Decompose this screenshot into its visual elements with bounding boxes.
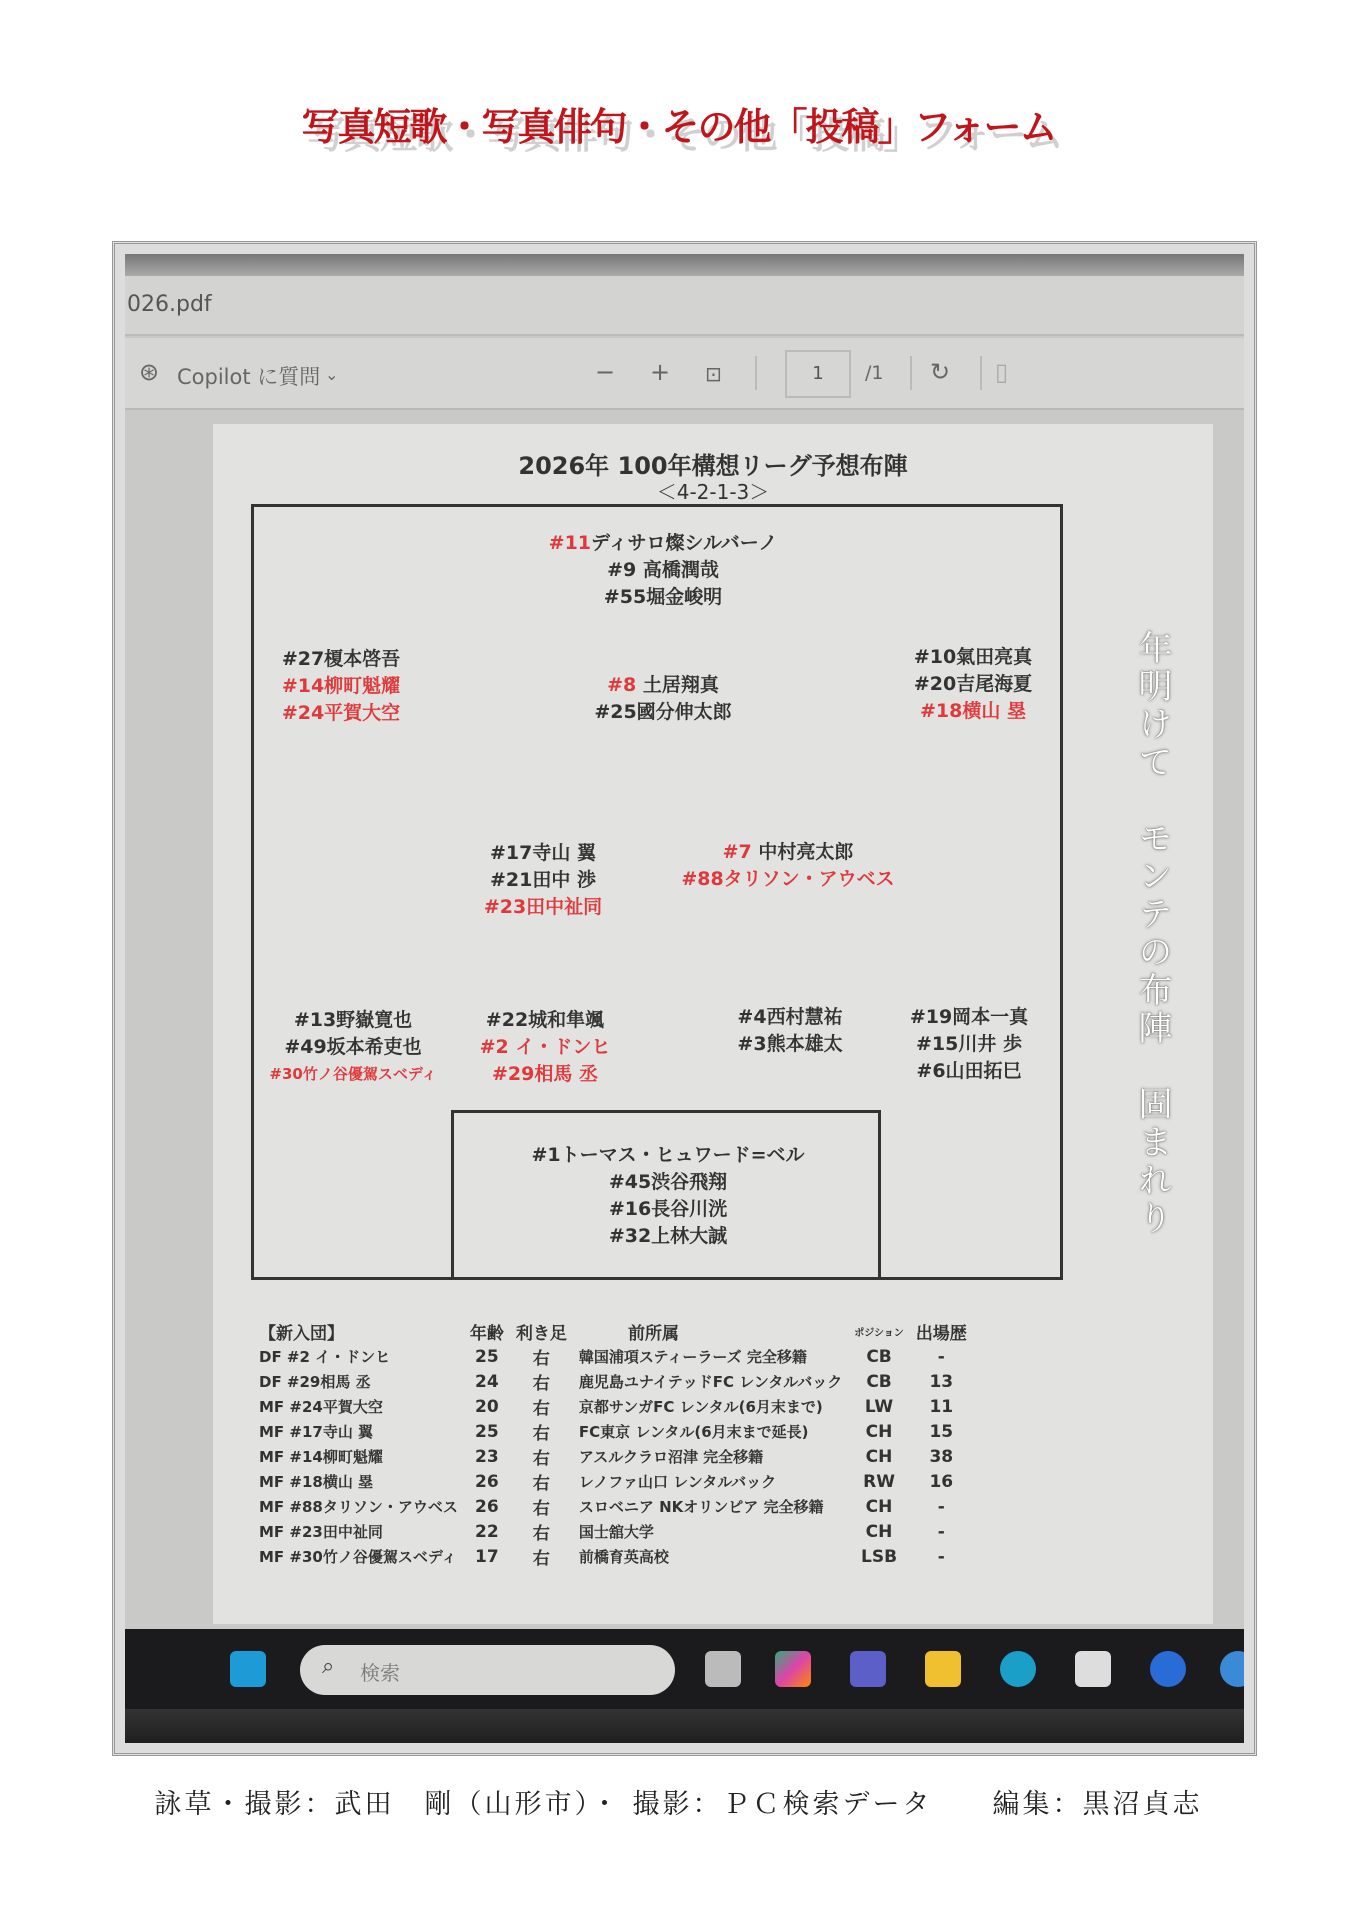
table-row [253, 1394, 973, 1419]
player-text: #49坂本希吏也 [284, 1036, 422, 1058]
table-cell: 鹿児島ユナイテッドFC レンタルバック [578, 1373, 843, 1391]
table-cell: CH [865, 1421, 893, 1442]
table-cell: DF #29相馬 丞 [259, 1373, 371, 1391]
column-header: ポジション [854, 1328, 904, 1339]
player-text: ディサロ燦シルバーノ [591, 532, 778, 554]
table-cell: 25 [475, 1346, 499, 1367]
screen-photo [125, 254, 1244, 1743]
form-title: 写真短歌・写真俳句・その他「投稿」フォーム [301, 105, 1056, 149]
table-cell: LW [864, 1396, 894, 1417]
player-text: #15川井 歩 [916, 1033, 1022, 1055]
table-cell: MF #30竹ノ谷優駕スベディ [259, 1548, 457, 1566]
player-entry [914, 644, 1032, 671]
table-cell: 右 [532, 1349, 550, 1369]
table-cell: 24 [475, 1371, 499, 1392]
formation-label: ＜4-2-1-3＞ [656, 480, 770, 504]
player-text: #88タリソン・アウベス [681, 868, 895, 890]
table-cell: 右 [532, 1524, 550, 1544]
position-group-cm-left [484, 840, 602, 921]
player-text: #6山田拓巳 [916, 1060, 1022, 1082]
column-header: 【新入団】 [259, 1324, 344, 1344]
table-row [253, 1544, 973, 1569]
player-entry [282, 700, 400, 727]
player-text: #17寺山 翼 [490, 842, 596, 864]
edge-icon[interactable] [1000, 1651, 1036, 1687]
table-cell: 右 [532, 1374, 550, 1394]
table-cell: MF #17寺山 翼 [259, 1423, 374, 1441]
player-entry [484, 840, 602, 867]
table-cell: CB [866, 1346, 892, 1367]
player-entry [269, 1061, 436, 1088]
player-entry [594, 699, 731, 726]
position-group-lw [282, 646, 400, 727]
table-cell: DF #2 イ・ドンヒ [259, 1348, 391, 1366]
table-cell: 23 [475, 1446, 499, 1467]
window-edge [125, 254, 1244, 276]
player-text: #24平賀大空 [281, 702, 401, 724]
table-cell: 13 [929, 1371, 954, 1392]
page-total: /1 [865, 362, 884, 384]
photo-frame [112, 241, 1257, 1756]
player-text: #29相馬 丞 [492, 1063, 598, 1085]
player-entry [480, 1061, 611, 1088]
player-text: 中村亮太郎 [751, 841, 854, 863]
player-entry [531, 1196, 804, 1223]
table-cell: 17 [475, 1546, 499, 1567]
column-header: 年齢 [469, 1324, 504, 1344]
table-row [253, 1369, 973, 1394]
player-text: #7 [722, 841, 752, 863]
player-text: #2 イ・ドンヒ [479, 1036, 611, 1058]
chevron-down-icon[interactable]: ⌄ [325, 365, 339, 384]
table-cell: 前橋育英高校 [578, 1548, 669, 1566]
table-cell: 韓国浦項スティーラーズ 完全移籍 [578, 1348, 807, 1366]
player-entry [282, 646, 400, 673]
table-cell: - [937, 1521, 945, 1542]
player-entry [681, 866, 894, 893]
player-entry [282, 673, 400, 700]
table-cell: 右 [532, 1449, 550, 1469]
player-text: #18横山 塁 [920, 700, 1026, 722]
player-text: #9 高橋潤哉 [607, 559, 719, 581]
monitor-bezel [125, 1709, 1244, 1743]
app-icon[interactable] [1220, 1651, 1244, 1687]
zoom-in-icon[interactable]: + [650, 358, 671, 386]
table-cell: 右 [532, 1399, 550, 1419]
page-view-icon[interactable]: ▯ [995, 358, 1009, 386]
player-entry [549, 530, 778, 557]
table-cell: 38 [929, 1446, 954, 1467]
zoom-out-icon[interactable]: − [595, 358, 616, 386]
position-group-cm-right [681, 839, 894, 893]
player-entry [531, 1142, 804, 1169]
player-entry [910, 1004, 1028, 1031]
table-cell: CH [865, 1496, 893, 1517]
table-cell: 右 [532, 1474, 550, 1494]
position-group-rb [910, 1004, 1028, 1085]
table-cell: RW [863, 1471, 895, 1492]
table-cell: MF #23田中祉同 [259, 1523, 383, 1541]
poem-text: 年明けて モンテの布陣 固まれり [1132, 630, 1172, 1238]
table-cell: FC東京 レンタル(6月末まで延長) [578, 1423, 809, 1441]
table-cell: LSB [861, 1546, 898, 1567]
player-text: #4西村慧祐 [737, 1006, 843, 1028]
player-entry [737, 1004, 842, 1031]
player-text: #45渋谷飛翔 [608, 1171, 728, 1193]
hp-icon[interactable] [1150, 1651, 1186, 1687]
column-header: 利き足 [515, 1324, 567, 1344]
player-text: #3熊本雄太 [737, 1033, 843, 1055]
player-text: #20吉尾海夏 [913, 673, 1033, 695]
player-entry [737, 1031, 842, 1058]
table-row [253, 1494, 973, 1519]
player-entry [480, 1034, 611, 1061]
player-text: #13野嶽寛也 [293, 1009, 413, 1031]
search-icon: ⌕ [322, 1654, 335, 1679]
position-group-gk [531, 1142, 804, 1250]
table-cell: 26 [475, 1496, 499, 1517]
position-group-lb [269, 1007, 436, 1088]
player-entry [681, 839, 894, 866]
table-cell: 国士舘大学 [578, 1523, 654, 1541]
player-entry [549, 584, 778, 611]
player-text: #27榎本啓吾 [281, 648, 401, 670]
player-entry [480, 1007, 611, 1034]
table-cell: 右 [532, 1549, 550, 1569]
table-cell: 20 [475, 1396, 499, 1417]
position-group-rw [914, 644, 1032, 725]
table-cell: アスルクラロ沼津 完全移籍 [578, 1448, 764, 1466]
table-cell: 25 [475, 1421, 499, 1442]
player-entry [914, 671, 1032, 698]
file-explorer-icon[interactable] [925, 1651, 961, 1687]
player-text: #8 [607, 674, 637, 696]
table-cell: 右 [532, 1499, 550, 1519]
table-cell: - [937, 1546, 945, 1567]
table-cell: MF #88タリソン・アウベス [259, 1498, 458, 1516]
task-view-icon[interactable] [705, 1651, 741, 1687]
player-entry [914, 698, 1032, 725]
player-text: #1トーマス・ヒュワード=ベル [531, 1144, 805, 1166]
table-cell: - [937, 1346, 945, 1367]
table-cell: 15 [929, 1421, 954, 1442]
player-entry [269, 1034, 436, 1061]
copilot-app-icon[interactable] [775, 1651, 811, 1687]
player-entry [910, 1031, 1028, 1058]
column-header: 出場歴 [915, 1324, 967, 1344]
player-entry [484, 867, 602, 894]
doc-title: 2026年 100年構想リーグ予想布陣 [518, 452, 908, 480]
table-cell: スロベニア NKオリンピア 完全移籍 [578, 1498, 824, 1516]
player-text: #55堀金峻明 [603, 586, 723, 608]
copilot-button[interactable]: Copilot に質問 [177, 365, 321, 389]
table-row [253, 1344, 973, 1369]
player-entry [910, 1058, 1028, 1085]
player-text: #23田中祉同 [483, 896, 603, 918]
table-cell: MF #14柳町魁耀 [259, 1448, 383, 1466]
player-text: #11 [548, 532, 592, 554]
credit-line: 詠草・撮影：武田 剛（山形市）・ 撮影：ＰＣ検索データ 編集：黒沼貞志 [154, 1789, 1203, 1820]
search-placeholder: 検索 [360, 1661, 400, 1685]
position-group-fw [549, 530, 778, 611]
player-text: #30竹ノ谷優駕スベディ [269, 1065, 437, 1083]
table-cell: CH [865, 1521, 893, 1542]
taskbar [125, 1629, 1244, 1709]
teams-icon[interactable] [850, 1651, 886, 1687]
table-cell: 22 [475, 1521, 499, 1542]
table-cell: CB [866, 1371, 892, 1392]
player-text: 土居翔真 [636, 674, 719, 696]
table-cell: MF #18横山 塁 [259, 1473, 374, 1491]
table-cell: 16 [929, 1471, 954, 1492]
player-entry [531, 1223, 804, 1250]
player-entry [531, 1169, 804, 1196]
player-text: #32上林大誠 [608, 1225, 728, 1247]
player-entry [269, 1007, 436, 1034]
windows-start-icon[interactable] [230, 1651, 266, 1687]
table-cell: 26 [475, 1471, 499, 1492]
table-cell: MF #24平賀大空 [259, 1398, 383, 1416]
player-text: #21田中 渉 [490, 869, 596, 891]
page-number-input[interactable]: 1 [785, 350, 851, 398]
player-text: #19岡本一真 [909, 1006, 1029, 1028]
copilot-icon[interactable]: ⊛ [139, 358, 160, 386]
store-icon[interactable] [1075, 1651, 1111, 1687]
player-entry [594, 672, 731, 699]
position-group-cb-left [480, 1007, 611, 1088]
table-row [253, 1419, 973, 1444]
player-entry [484, 894, 602, 921]
new-players-table [253, 1319, 973, 1569]
player-entry [549, 557, 778, 584]
table-row [253, 1469, 973, 1494]
fit-width-icon[interactable]: ⊡ [705, 362, 722, 386]
pdf-page [213, 424, 1213, 1624]
pdf-toolbar [125, 338, 1244, 410]
player-text: #25國分伸太郎 [594, 701, 732, 723]
table-cell: 11 [929, 1396, 954, 1417]
position-group-am [594, 672, 731, 726]
table-cell: CH [865, 1446, 893, 1467]
player-text: #14柳町魁耀 [281, 675, 401, 697]
table-cell: レノファ山口 レンタルバック [578, 1473, 777, 1491]
column-header: 前所属 [628, 1324, 680, 1344]
file-name: 026.pdf [127, 292, 212, 317]
taskbar-search[interactable] [300, 1645, 675, 1695]
table-cell: 京都サンガFC レンタル(6月末まで) [578, 1398, 823, 1416]
position-group-cb-right [737, 1004, 842, 1058]
table-cell: 右 [532, 1424, 550, 1444]
player-text: #10氣田亮真 [913, 646, 1033, 668]
table-row [253, 1519, 973, 1544]
title-bar [125, 276, 1244, 336]
rotate-icon[interactable]: ↻ [930, 358, 951, 386]
table-row [253, 1444, 973, 1469]
player-text: #22城和隼颯 [485, 1009, 605, 1031]
player-text: #16長谷川洸 [608, 1198, 728, 1220]
table-cell: - [937, 1496, 945, 1517]
